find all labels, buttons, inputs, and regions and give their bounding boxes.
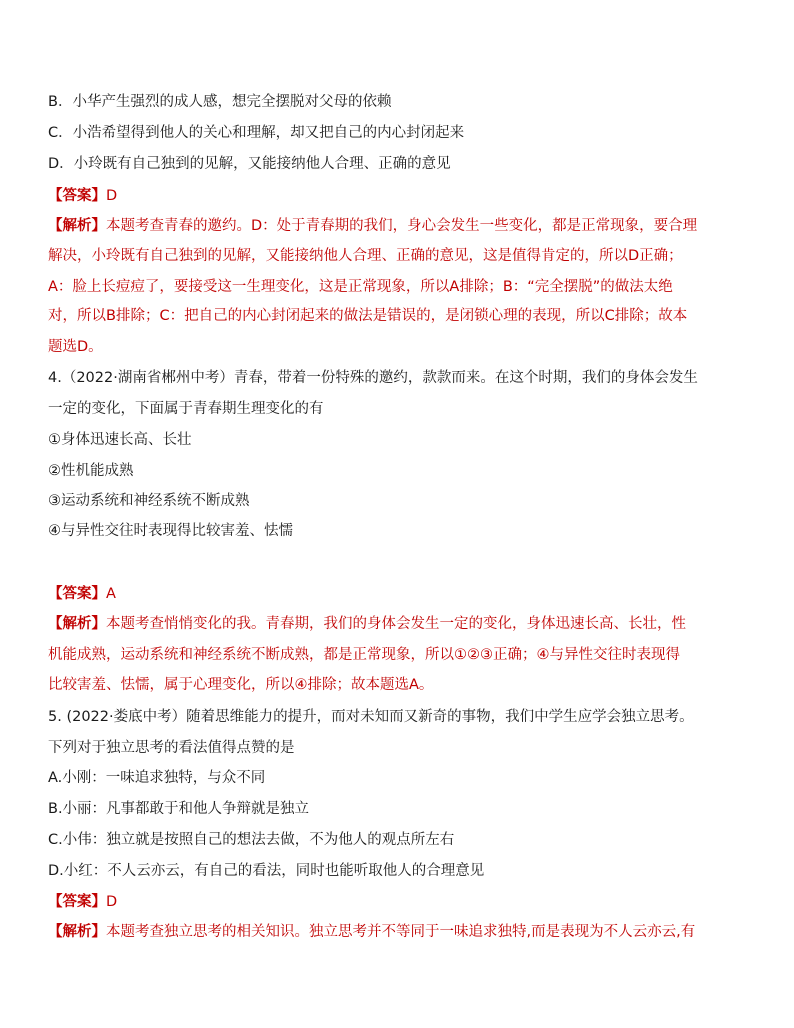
answer-line — [48, 892, 758, 912]
option-line: A.小刚：一味追求独特，与众不同 — [48, 770, 266, 786]
option-line: C.小伟：独立就是按照自己的想法去做，不为他人的观点所左右 — [48, 832, 455, 848]
analysis-line: 比较害羞、怯懦，属于心理变化，所以④排除；故本题选A。 — [48, 677, 434, 693]
question-line: 4.（2022·湖南省郴州中考）青春，带着一份特殊的邀约，款款而来。在这个时期，我们的身体会发生 — [48, 370, 698, 386]
analysis-line — [48, 614, 758, 634]
analysis-line: 机能成熟，运动系统和神经系统不断成熟，都是正常现象，所以①②③正确；④与异性交往时表现得 — [48, 647, 680, 663]
option-line: D．小玲既有自己独到的见解，又能接纳他人合理、正确的意见 — [48, 156, 451, 172]
answer-text: D — [106, 894, 118, 910]
option-line: B.小丽：凡事都敢于和他人争辩就是独立 — [48, 801, 310, 817]
statement-item: ③运动系统和神经系统不断成熟 — [48, 493, 250, 509]
statement-item: ④与异性交往时表现得比较害羞、怯懦 — [48, 523, 293, 539]
question-line: 下列对于独立思考的看法值得点赞的是 — [48, 740, 295, 756]
question-line: 一定的变化，下面属于青春期生理变化的有 — [48, 401, 324, 417]
analysis-line — [48, 216, 758, 236]
answer-text: D — [106, 188, 118, 204]
analysis-line: A：脸上长痘痘了，要接受这一生理变化，这是正常现象，所以A排除；B：“完全摆脱”的做法太绝 — [48, 279, 673, 295]
analysis-text: 本题考查悄悄变化的我。青春期，我们的身体会发生一定的变化，身体迅速长高、长壮，性 — [106, 616, 686, 632]
question-line: 5. (2022·娄底中考）随着思维能力的提升，而对未知而又新奇的事物，我们中学生应学会独立思考。 — [48, 709, 694, 725]
analysis-line: 题选D。 — [48, 339, 103, 355]
statement-item: ①身体迅速长高、长壮 — [48, 432, 192, 448]
analysis-text: 本题考查青春的邀约。D：处于青春期的我们，身心会发生一些变化，都是正常现象，要合理 — [106, 218, 698, 234]
answer-text: A — [106, 586, 116, 602]
analysis-text: 本题考查独立思考的相关知识。独立思考并不等同于一味追求独特,而是表现为不人云亦云,有 — [106, 924, 696, 940]
analysis-line — [48, 922, 758, 942]
analysis-tag: 【解析】 — [48, 218, 106, 234]
statement-item: ②性机能成熟 — [48, 463, 134, 479]
analysis-line: 解决，小玲既有自己独到的见解，又能接纳他人合理、正确的意见，这是值得肯定的，所以D正确； — [48, 248, 683, 264]
answer-tag: 【答案】 — [48, 188, 106, 204]
answer-line — [48, 584, 758, 604]
option-line: C．小浩希望得到他人的关心和理解，却又把自己的内心封闭起来 — [48, 125, 465, 141]
analysis-tag: 【解析】 — [48, 924, 106, 940]
answer-tag: 【答案】 — [48, 894, 106, 910]
answer-tag: 【答案】 — [48, 586, 106, 602]
answer-line — [48, 186, 758, 206]
option-line: D.小红：不人云亦云，有自己的看法，同时也能听取他人的合理意见 — [48, 863, 485, 879]
option-line: B．小华产生强烈的成人感，想完全摆脱对父母的依赖 — [48, 94, 392, 110]
analysis-tag: 【解析】 — [48, 616, 106, 632]
analysis-line: 对，所以B排除；C：把自己的内心封闭起来的做法是错误的，是闭锁心理的表现，所以C排除；故本 — [48, 308, 688, 324]
